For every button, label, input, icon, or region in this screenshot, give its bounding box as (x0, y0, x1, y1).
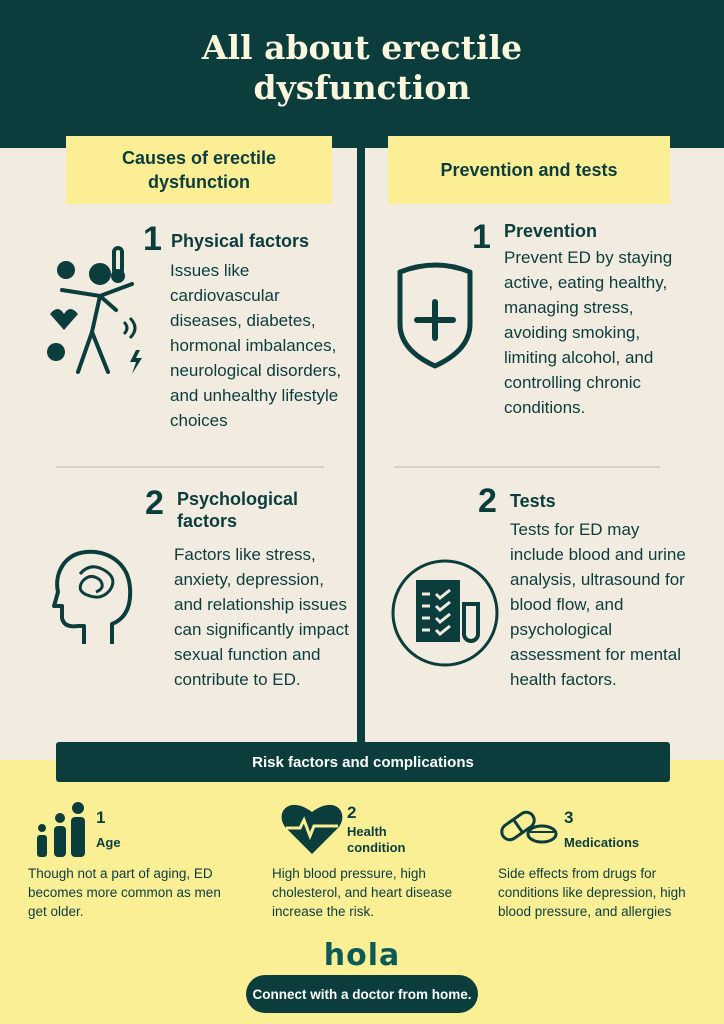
cause-1-number: 1 (143, 220, 162, 258)
cause-2-text: Factors like stress, anxiety, depression, and relationship issues can significantly impact sexual function and contribute to ED. (174, 545, 349, 689)
right-separator (394, 466, 660, 468)
tests-heading: Tests (510, 491, 556, 511)
prevention-number: 1 (472, 218, 491, 256)
risk-title-bar: Risk factors and complications (56, 742, 670, 782)
body-symptoms-icon (40, 240, 150, 380)
risk-3-label: Medications (564, 835, 640, 850)
prevention-text: Prevent ED by staying active, eating healthy, managing stress, avoiding smoking, limiting alcohol, and controlling chronic conditions. (504, 248, 673, 417)
left-separator (56, 466, 324, 468)
pills-icon (498, 804, 560, 846)
risk-1-number: 1 (96, 808, 106, 827)
risk-1-label: Age (96, 835, 121, 850)
risk-2-label: Health condition (347, 824, 406, 855)
family-icon (30, 800, 92, 860)
cta-button[interactable]: Connect with a doctor from home. (246, 975, 478, 1013)
shield-plus-icon (396, 262, 474, 370)
cause-2-heading: Psychological factors (177, 489, 299, 531)
cause-1-text: Issues like cardiovascular diseases, diabetes, hormonal imbalances, neurological disorders, and unhealthy lifestyle choices (170, 261, 342, 430)
risk-1-text: Though not a part of aging, ED becomes more common as men get older. (28, 866, 221, 919)
risk-2-number: 2 (347, 803, 357, 822)
head-brain-icon (52, 548, 136, 648)
risk-3-text: Side effects from drugs for conditions like depression, high blood pressure, and allergies (498, 866, 686, 919)
heart-pulse-icon (280, 800, 344, 856)
prevention-heading: Prevention (504, 221, 598, 241)
prevention-badge: Prevention and tests (388, 136, 670, 204)
tests-text: Tests for ED may include blood and urine analysis, ultrasound for blood flow, and psychological assessment for mental health factors. (510, 520, 686, 689)
cause-2-number: 2 (145, 484, 164, 522)
tests-number: 2 (478, 482, 497, 520)
page-title: All about erectile dysfunction (201, 28, 523, 107)
column-divider (357, 148, 365, 768)
risk-2-text: High blood pressure, high cholesterol, and heart disease increase the risk. (272, 866, 453, 919)
checklist-testtube-icon (390, 558, 500, 668)
causes-badge: Causes of erectile dysfunction (66, 136, 332, 204)
risk-3-number: 3 (564, 808, 574, 827)
cause-1-heading: Physical factors (171, 231, 310, 251)
brand-logo: hola (323, 938, 401, 973)
